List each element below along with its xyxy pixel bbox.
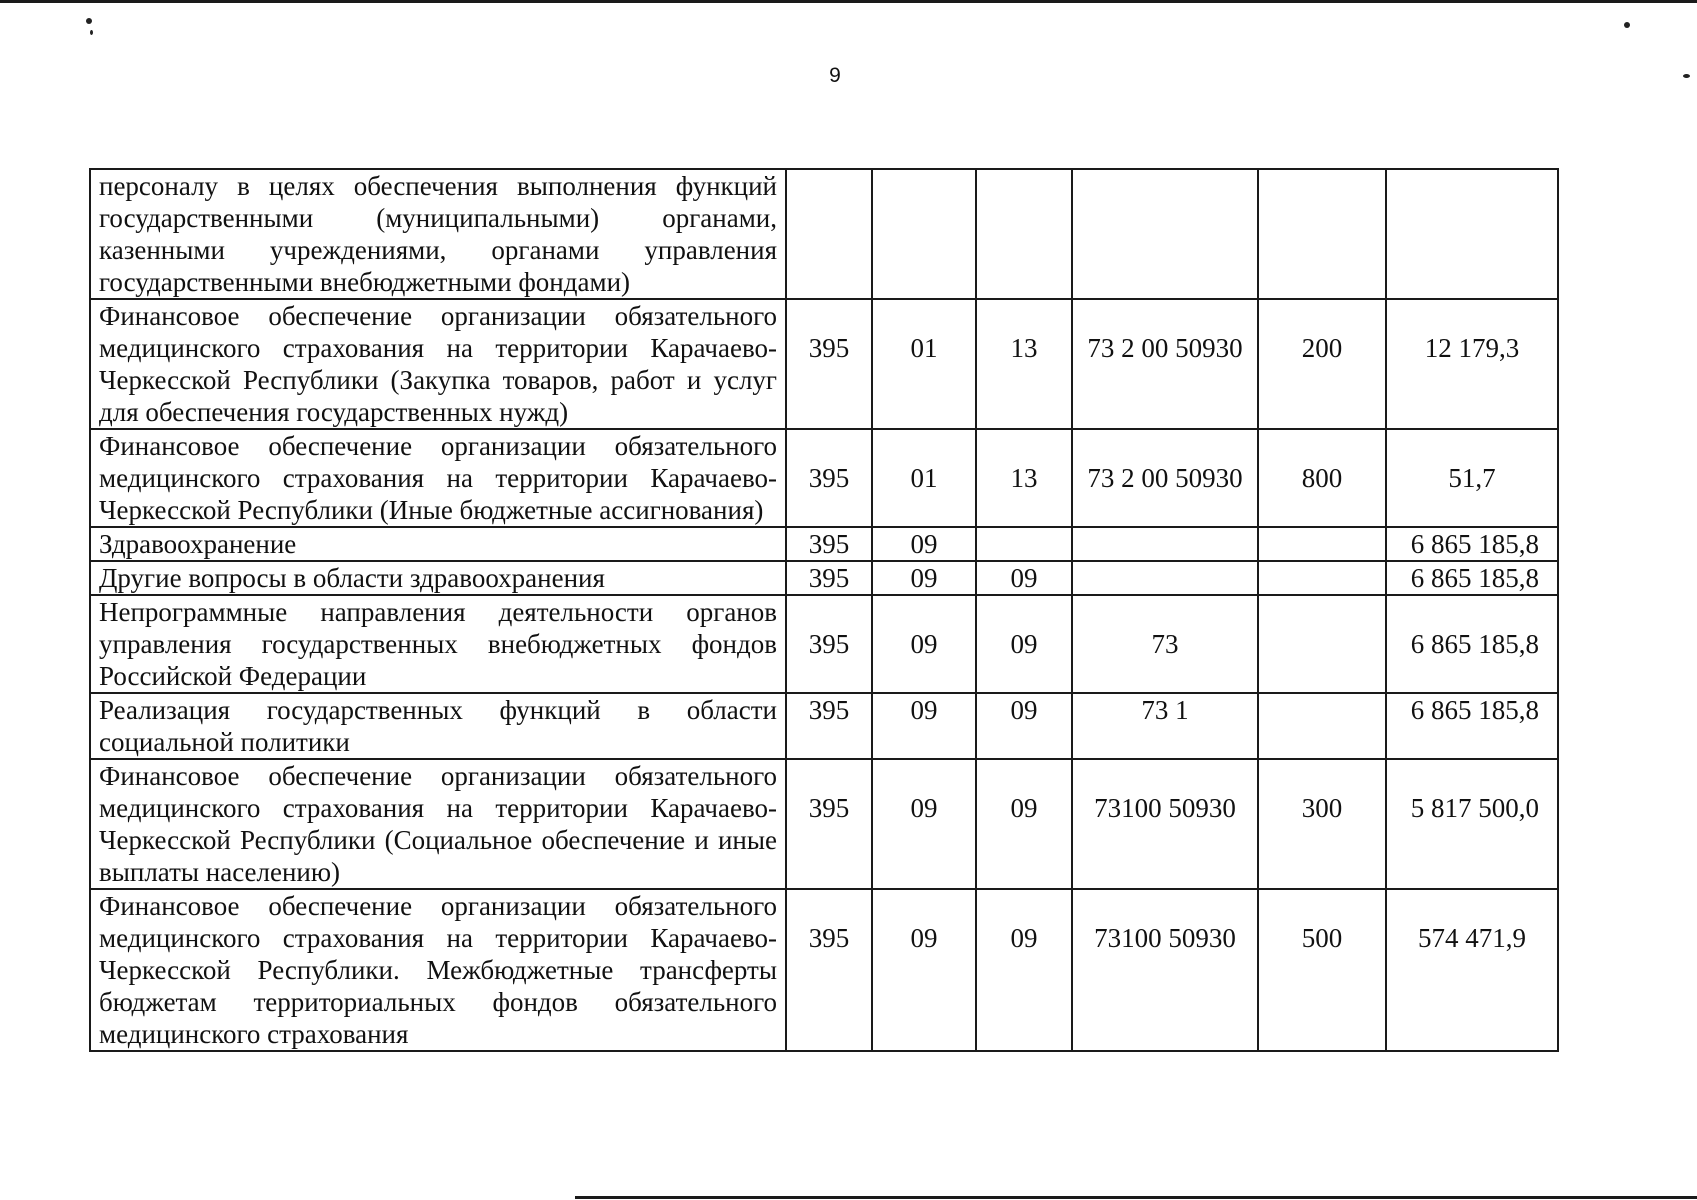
expense-type-code (1258, 595, 1386, 693)
budget-table (89, 168, 1559, 1052)
subsection-code (976, 527, 1072, 561)
amount: 6 865 185,8 (1386, 527, 1558, 561)
amount: 51,7 (1386, 429, 1558, 527)
amount: 12 179,3 (1386, 299, 1558, 429)
expense-type-code (1258, 527, 1386, 561)
table-row (90, 429, 1558, 527)
table-row (90, 561, 1558, 595)
target-code: 73 1 (1072, 693, 1258, 759)
expense-type-code (1258, 561, 1386, 595)
section-code: 01 (872, 299, 976, 429)
ministry-code: 395 (786, 429, 872, 527)
amount: 574 471,9 (1386, 889, 1558, 1051)
amount: 5 817 500,0 (1386, 759, 1558, 889)
subsection-code: 09 (976, 561, 1072, 595)
ministry-code: 395 (786, 759, 872, 889)
expense-type-code: 500 (1258, 889, 1386, 1051)
table-row (90, 595, 1558, 693)
ministry-code: 395 (786, 595, 872, 693)
row-name: персоналу в целях обеспечения выполнения функций государственными (муниципальными) органами, казенными учреждениями, органами управления государственными внебюджетными фондами) (90, 169, 786, 299)
scan-speck (90, 30, 93, 35)
row-name: Финансовое обеспечение организации обязательного медицинского страхования на территории Карачаево-Черкесской Республики (Иные бюджетные ассигнования) (90, 429, 786, 527)
section-code (872, 169, 976, 299)
section-code: 01 (872, 429, 976, 527)
scan-speck (1624, 22, 1630, 28)
amount: 6 865 185,8 (1386, 595, 1558, 693)
table-row (90, 169, 1558, 299)
target-code (1072, 527, 1258, 561)
row-name: Финансовое обеспечение организации обязательного медицинского страхования на территории Карачаево-Черкесской Республики. Межбюджетные трансферты бюджетам территориальных фондов обязательного медицинского страхования (90, 889, 786, 1051)
table-row (90, 889, 1558, 1051)
row-name: Финансовое обеспечение организации обязательного медицинского страхования на территории Карачаево-Черкесской Республики (Закупка товаров, работ и услуг для обеспечения государственных нужд) (90, 299, 786, 429)
subsection-code: 09 (976, 595, 1072, 693)
table-row (90, 299, 1558, 429)
expense-type-code (1258, 169, 1386, 299)
subsection-code: 13 (976, 299, 1072, 429)
target-code: 73 (1072, 595, 1258, 693)
target-code: 73 2 00 50930 (1072, 299, 1258, 429)
amount: 6 865 185,8 (1386, 561, 1558, 595)
expense-type-code: 200 (1258, 299, 1386, 429)
top-rule (0, 0, 1697, 3)
row-name: Реализация государственных функций в области социальной политики (90, 693, 786, 759)
subsection-code: 09 (976, 693, 1072, 759)
ministry-code: 395 (786, 561, 872, 595)
scan-speck (86, 18, 92, 24)
target-code (1072, 169, 1258, 299)
target-code: 73100 50930 (1072, 889, 1258, 1051)
subsection-code (976, 169, 1072, 299)
subsection-code: 09 (976, 889, 1072, 1051)
ministry-code: 395 (786, 299, 872, 429)
page-number: 9 (829, 64, 841, 87)
table-row (90, 693, 1558, 759)
row-name: Здравоохранение (90, 527, 786, 561)
bottom-rule (575, 1196, 1697, 1199)
amount (1386, 169, 1558, 299)
table-row (90, 759, 1558, 889)
row-name: Другие вопросы в области здравоохранения (90, 561, 786, 595)
ministry-code (786, 169, 872, 299)
expense-type-code: 800 (1258, 429, 1386, 527)
section-code: 09 (872, 561, 976, 595)
expense-type-code: 300 (1258, 759, 1386, 889)
section-code: 09 (872, 693, 976, 759)
row-name: Непрограммные направления деятельности органов управления государственных внебюджетных фондов Российской Федерации (90, 595, 786, 693)
target-code (1072, 561, 1258, 595)
section-code: 09 (872, 527, 976, 561)
amount: 6 865 185,8 (1386, 693, 1558, 759)
section-code: 09 (872, 595, 976, 693)
section-code: 09 (872, 759, 976, 889)
ministry-code: 395 (786, 527, 872, 561)
expense-type-code (1258, 693, 1386, 759)
subsection-code: 09 (976, 759, 1072, 889)
scan-speck (1683, 74, 1690, 78)
subsection-code: 13 (976, 429, 1072, 527)
ministry-code: 395 (786, 889, 872, 1051)
target-code: 73 2 00 50930 (1072, 429, 1258, 527)
ministry-code: 395 (786, 693, 872, 759)
section-code: 09 (872, 889, 976, 1051)
row-name: Финансовое обеспечение организации обязательного медицинского страхования на территории Карачаево-Черкесской Республики (Социальное обеспечение и иные выплаты населению) (90, 759, 786, 889)
table-row (90, 527, 1558, 561)
target-code: 73100 50930 (1072, 759, 1258, 889)
